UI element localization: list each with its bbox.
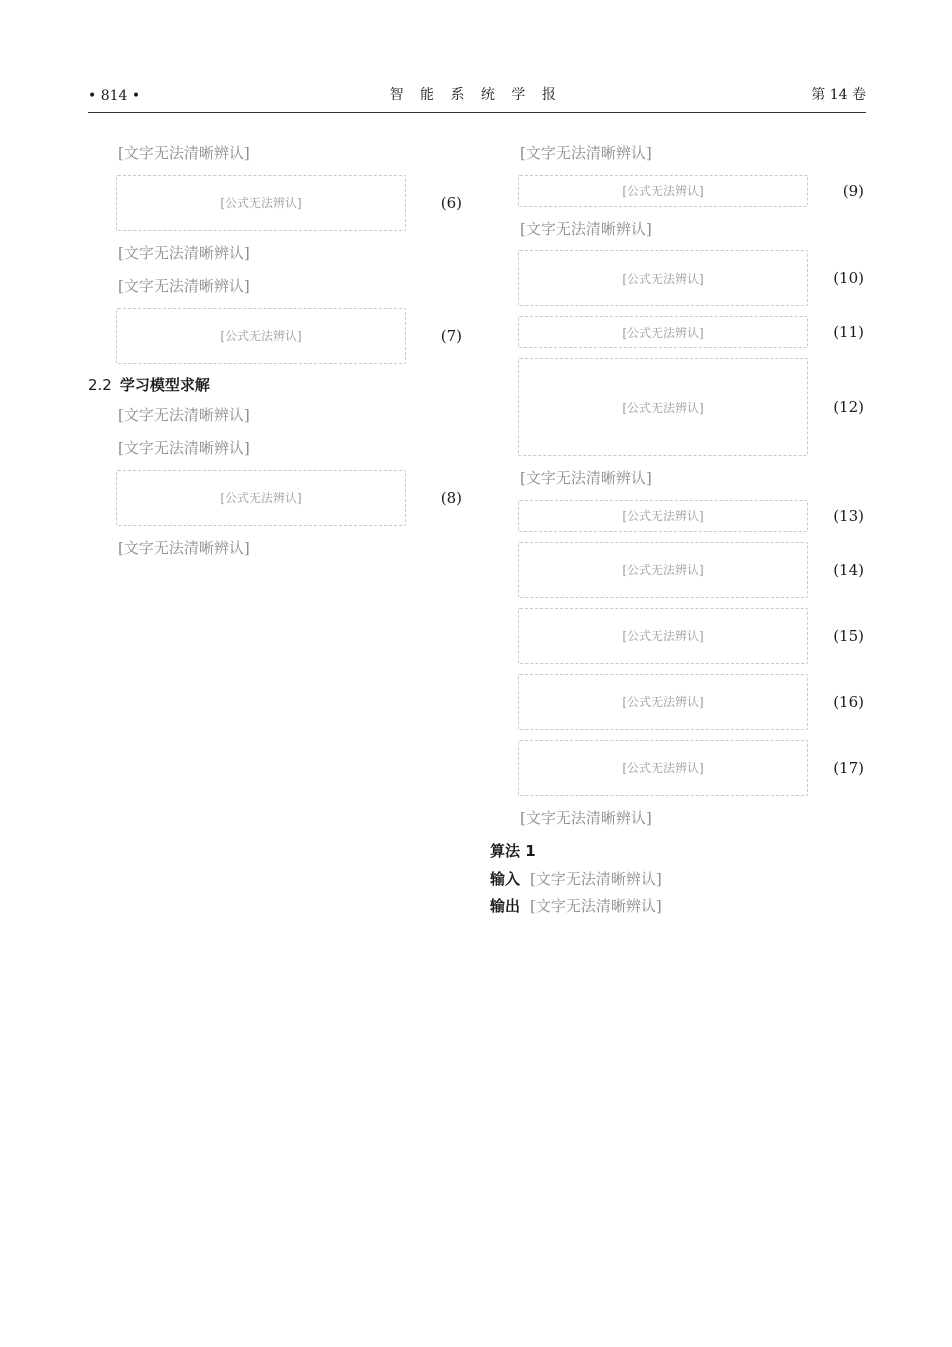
section-title: 学习模型求解 — [119, 375, 210, 394]
equation-number: (8) — [440, 488, 462, 507]
equation-body: [公式无法辨认] — [116, 175, 406, 231]
paragraph: [文字无法清晰辨认] — [118, 439, 250, 457]
equation-6 — [88, 175, 462, 231]
equation-15 — [490, 608, 864, 664]
equation-8 — [88, 470, 462, 526]
equation-number: (6) — [440, 193, 462, 212]
body-columns — [88, 141, 866, 922]
equation-16 — [490, 674, 864, 730]
equation-number: (7) — [440, 326, 462, 345]
section-number: 2.2 — [88, 375, 112, 394]
equation-number: (9) — [842, 181, 864, 200]
equation-number: (13) — [833, 506, 864, 525]
equation-number: (16) — [833, 692, 864, 711]
running-head — [88, 84, 866, 113]
equation-body: [公式无法辨认] — [518, 175, 808, 207]
equation-number: (14) — [833, 560, 864, 579]
equation-body: [公式无法辨认] — [116, 470, 406, 526]
equation-7 — [88, 308, 462, 364]
equation-10 — [490, 250, 864, 306]
equation-9 — [490, 175, 864, 207]
right-column — [490, 141, 864, 922]
equation-body: [公式无法辨认] — [518, 740, 808, 796]
paragraph: [文字无法清晰辨认] — [118, 243, 250, 262]
equation-11 — [490, 316, 864, 348]
algorithm-title — [490, 839, 864, 865]
equation-number: (12) — [833, 398, 864, 416]
paragraph: [文字无法清晰辨认] — [118, 277, 250, 295]
algorithm-output — [490, 894, 864, 920]
output-label: 输出 — [490, 897, 521, 915]
algorithm-label: 算法 1 — [490, 842, 536, 860]
equation-body: [公式无法辨认] — [518, 500, 808, 532]
equation-13 — [490, 500, 864, 532]
page-number: • 814 • — [88, 88, 141, 104]
algorithm-input — [490, 867, 864, 893]
journal-title: 智 能 系 统 学 报 — [389, 87, 562, 103]
paragraph: [文字无法清晰辨认] — [520, 469, 652, 487]
paragraph: [文字无法清晰辨认] — [520, 808, 652, 827]
equation-body: [公式无法辨认] — [518, 674, 808, 730]
equation-body: [公式无法辨认] — [518, 250, 808, 306]
input-text: [文字无法清晰辨认] — [530, 869, 662, 888]
equation-body: [公式无法辨认] — [518, 608, 808, 664]
paragraph: [文字无法清晰辨认] — [520, 219, 652, 238]
section-heading — [88, 374, 462, 395]
equation-number: (11) — [833, 323, 864, 341]
paragraph: [文字无法清晰辨认] — [118, 538, 250, 557]
volume-label: 第 14 卷 — [811, 87, 866, 103]
input-label: 输入 — [490, 869, 521, 888]
equation-number: (15) — [833, 626, 864, 645]
paragraph: [文字无法清晰辨认] — [118, 144, 250, 162]
equation-body: [公式无法辨认] — [116, 308, 406, 364]
output-text: [文字无法清晰辨认] — [530, 897, 662, 915]
equation-14 — [490, 542, 864, 598]
paragraph: [文字无法清晰辨认] — [118, 405, 250, 424]
left-column — [88, 141, 462, 922]
equation-body: [公式无法辨认] — [518, 316, 808, 348]
equation-number: (17) — [833, 758, 864, 777]
equation-17 — [490, 740, 864, 796]
equation-body: [公式无法辨认] — [518, 358, 808, 456]
equation-12 — [490, 358, 864, 456]
equation-body: [公式无法辨认] — [518, 542, 808, 598]
equation-number: (10) — [833, 269, 864, 287]
paragraph: [文字无法清晰辨认] — [520, 144, 652, 162]
